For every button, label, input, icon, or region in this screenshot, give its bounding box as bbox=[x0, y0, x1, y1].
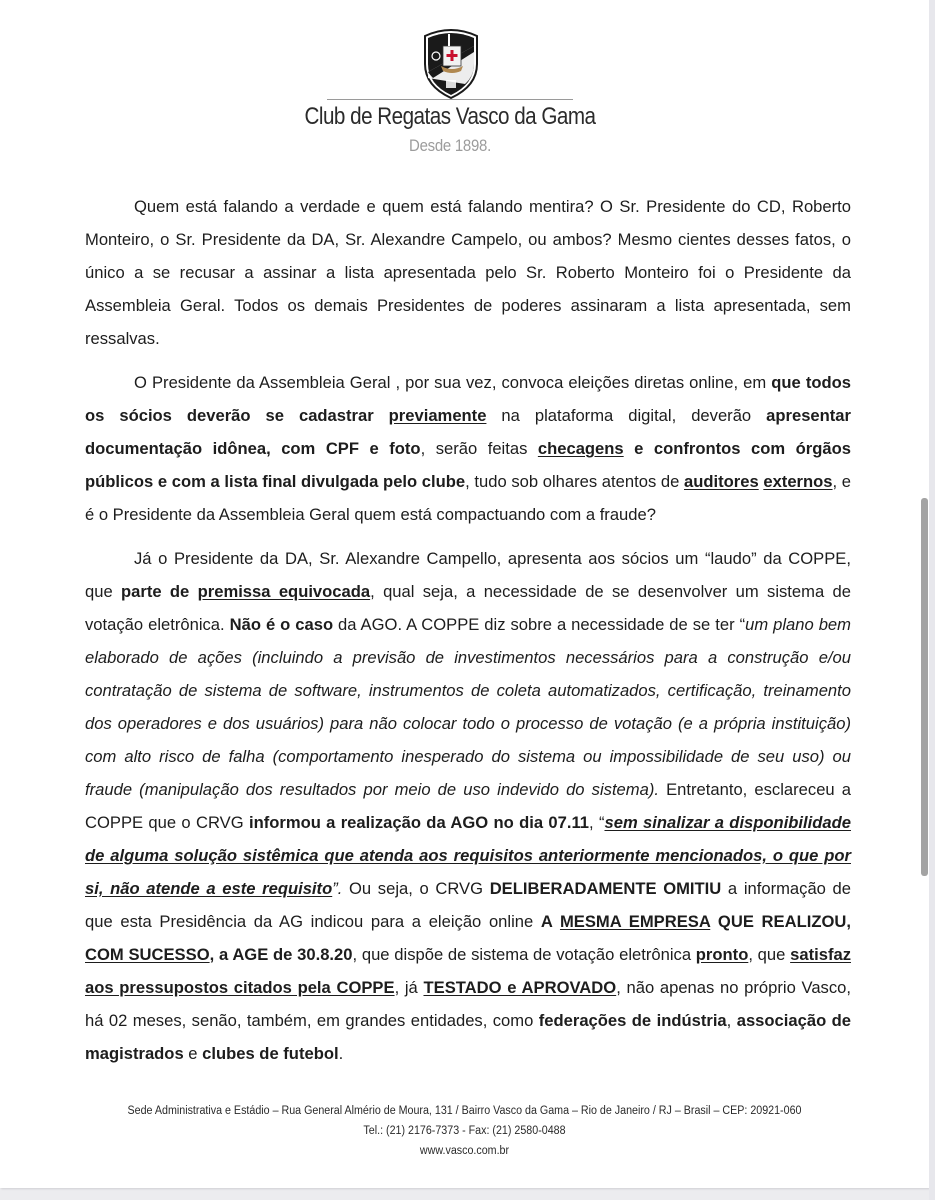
letterhead-footer bbox=[0, 1101, 929, 1161]
scrollbar-track[interactable] bbox=[929, 0, 935, 1200]
scrollbar-thumb[interactable] bbox=[921, 498, 928, 876]
footer-website: www.vasco.com.br bbox=[419, 1145, 510, 1157]
paragraph-3: Já o Presidente da DA, Sr. Alexandre Campello, apresenta aos sócios um “laudo” da COPPE, que parte de premissa equivocada, qual seja, a necessidade de se desenvolver um sistema de votação eletrônica. Não é o caso da AGO. A COPPE diz sobre a necessidade de se ter “um plano bem elaborado de ações (incluindo a previsão de investimentos necessários para a construção e/ou contratação de sistema de software, instrumentos de coleta automatizados, certificação, treinamento dos operadores e dos usuários) para não colocar todo o processo de votação (e a própria instituição) com alto risco de falha (comportamento inesperado do sistema ou impossibilidade de seu uso) ou fraude (manipulação dos resultados por meio de uso indevido do sistema). Entretanto, esclareceu a COPPE que o CRVG informou a realização da AGO no dia 07.11, “sem sinalizar a disponibilidade de alguma solução sistêmica que atenda aos requisitos anteriormente mencionados, o que por si, não atende a este requisito”. Ou seja, o CRVG DELIBERADAMENTE OMITIU a informação de que esta Presidência da AG indicou para a eleição online A MESMA EMPRESA QUE REALIZOU, COM SUCESSO, a AGE de 30.8.20, que dispõe de sistema de votação eletrônica pronto, que satisfaz aos pressupostos citados pela COPPE, já TESTADO e APROVADO, não apenas no próprio Vasco, há 02 meses, senão, também, em grandes entidades, como federações de indústria, associação de magistrados e clubes de futebol. bbox=[85, 549, 852, 1063]
vasco-da-gama-crest-icon bbox=[421, 26, 481, 100]
paragraph-2: O Presidente da Assembleia Geral , por sua vez, convoca eleições diretas online, em que todos os sócios deverão se cadastrar previamente na plataforma digital, deverão apresentar documentação idônea, com CPF e foto, serão feitas checagens e confrontos com órgãos públicos e com a lista final divulgada pelo clube, tudo sob olhares atentos de auditores externos, e é o Presidente da Assembleia Geral quem está compactuando com a fraude? bbox=[85, 373, 851, 524]
coppe-quote-underlined: sem sinalizar a disponibilidade de alguma solução sistêmica que atenda aos requisitos anteriormente mencionados, o que por si, não atende a este requisito bbox=[85, 813, 851, 898]
paragraph-1: Quem está falando a verdade e quem está falando mentira? O Sr. Presidente do CD, Roberto Monteiro, o Sr. Presidente da DA, Sr. Alexandre Campelo, ou ambos? Mesmo cientes desses fatos, o único a se recusar a assinar a lista apresentada pelo Sr. Roberto Monteiro foi o Presidente da Assembleia Geral. Todos os demais Presidentes de poderes assinaram a lista apresentada, sem ressalvas. bbox=[85, 197, 851, 348]
since-tagline: Desde 1898. bbox=[409, 136, 491, 155]
footer-address: Sede Administrativa e Estádio – Rua General Almério de Moura, 131 / Bairro Vasco da Gama – Rio de Janeiro / RJ – Brasil – CEP: 20921-060 bbox=[127, 1105, 802, 1117]
coppe-quote: um plano bem elaborado de ações (incluindo a previsão de investimentos necessários para a construção e/ou contratação de sistema de software, instrumentos de coleta automatizados, certificação, treinamento dos operadores e dos usuários) para não colocar todo o processo de votação (e a própria instituição) com alto risco de falha (comportamento inesperado do sistema ou impossibilidade de seu uso) ou fraude (manipulação dos resultados por meio de uso indevido do sistema). bbox=[85, 615, 851, 799]
club-name: Club de Regatas Vasco da Gama bbox=[304, 103, 596, 130]
header-rule bbox=[327, 99, 573, 100]
footer-phone: Tel.: (21) 2176-7373 - Fax: (21) 2580-0488 bbox=[363, 1125, 566, 1137]
letter-body bbox=[85, 190, 851, 1081]
